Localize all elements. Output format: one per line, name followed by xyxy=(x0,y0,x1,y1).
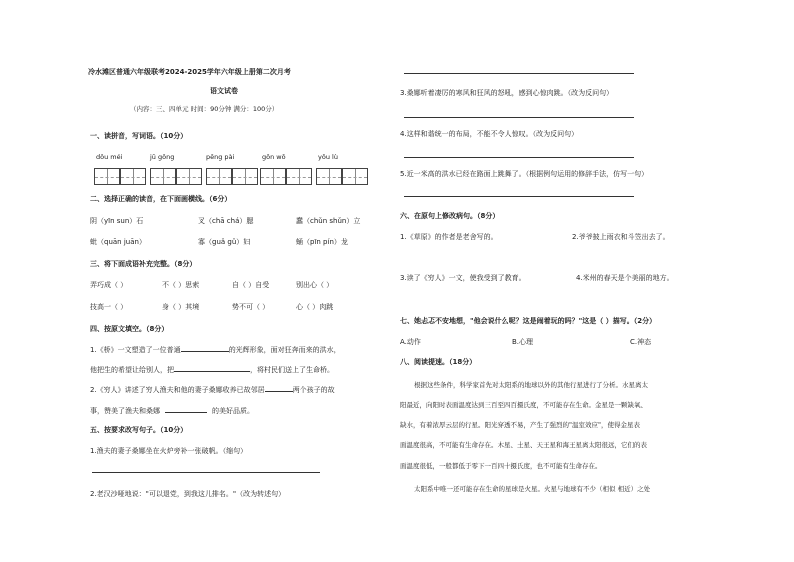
idiom-item[interactable]: 不（ ）思索 xyxy=(162,281,200,289)
idiom-item[interactable]: 别出心（ ） xyxy=(296,281,334,289)
pinyin-2: jū gōng xyxy=(150,153,175,161)
section-3-title: 三、将下面成语补充完整。（8分） xyxy=(90,260,197,268)
fill-line-4 xyxy=(90,405,254,416)
writing-grid[interactable] xyxy=(206,168,232,185)
rewrite-question-5: 5.近一米高的洪水已经在路面上跳舞了。（根据例句运用的修辞手法，仿写一句） xyxy=(400,170,649,178)
section-1-title: 一、读拼音，写词语。（10分） xyxy=(90,132,188,140)
reading-line: 太阳系中唯一还可能存在生命的星球是火星。火星与地球有不少（相似 相近）之处 xyxy=(414,485,651,493)
pronunciation-item[interactable]: 蛹（pīn pín）龙 xyxy=(296,238,348,246)
fill-text: 的美好品质。 xyxy=(212,407,254,415)
reading-line: 缺水，有着浓厚云层的行星。阳光穿透不易，产生了强烈的"温室效应"，使得金星表 xyxy=(400,421,640,429)
idiom-item[interactable]: 自（ ）自受 xyxy=(232,281,270,289)
answer-line[interactable] xyxy=(404,73,634,74)
pronunciation-item[interactable]: 蚍（quān juān） xyxy=(90,238,146,246)
reading-line: 面温度很高，不可能有生命存在。木星、土星、天王星和海王星离太阳很远，它们的表 xyxy=(400,441,647,449)
answer-line[interactable] xyxy=(404,196,634,197)
writing-grid[interactable] xyxy=(286,168,312,185)
pinyin-4: gōn wō xyxy=(262,153,286,161)
fill-text: ，将村民们送上了生命桥。 xyxy=(250,366,334,374)
option-c[interactable]: C.神态 xyxy=(630,338,652,346)
idiom-item[interactable]: 身（ ）其境 xyxy=(162,303,200,311)
sentence-2[interactable]: 2.爷爷披上雨衣和斗笠出去了。 xyxy=(572,233,670,241)
section-2-title: 二、选择正确的读音，在下面画横线。（6分） xyxy=(90,195,232,203)
section-6-title: 六、在原句上修改病句。（8分） xyxy=(400,212,500,220)
option-a[interactable]: A.动作 xyxy=(400,338,421,346)
section-8-title: 八、阅读提速。（18分） xyxy=(400,358,477,366)
section-7-question: 七、她忐忑不安地想，"他会说什么呢？这是闹着玩的吗？"这是（ ）描写。（2分） xyxy=(400,317,657,325)
answer-blank[interactable] xyxy=(181,344,229,352)
rewrite-question-3: 3.桑娜听着凄厉的寒风和狂风的怒吼，感到心惊肉跳。（改为反问句） xyxy=(400,89,614,97)
pronunciation-item[interactable]: 叉（chā chá）腮 xyxy=(198,217,254,225)
answer-line[interactable] xyxy=(404,157,634,158)
fill-line-3 xyxy=(90,384,335,395)
section-4-title: 四、按原文填空。（8分） xyxy=(90,325,169,333)
fill-text: 2.《穷人》讲述了穷人渔夫和他的妻子桑娜收养已故邻居 xyxy=(90,386,265,394)
sentence-1[interactable]: 1.《草原》的作者是老舍写的。 xyxy=(400,233,498,241)
pronunciation-item[interactable]: 蠢（chǔn shǔn）立 xyxy=(296,217,361,225)
reading-line: 面温度很低，一般都低于零下一百四十摄氏度，也不可能有生命存在。 xyxy=(400,462,602,470)
fill-text: 两个孩子的故 xyxy=(292,386,335,394)
idiom-item[interactable]: 技高一（ ） xyxy=(90,303,128,311)
answer-line[interactable] xyxy=(92,472,320,473)
reading-line: 阳最近，向阳时表面温度达到三百至四百摄氏度，不可能存在生命。金星是一颗缺氧、 xyxy=(400,401,647,409)
writing-grid[interactable] xyxy=(94,168,120,185)
fill-text: 的光辉形象，面对狂奔而来的洪水， xyxy=(228,346,341,354)
writing-grid[interactable] xyxy=(260,168,286,185)
pinyin-5: yōu lù xyxy=(318,153,338,161)
answer-blank[interactable] xyxy=(174,364,250,372)
exam-subject: 语文试卷 xyxy=(210,87,238,95)
fill-text: 他把生的希望让给别人，把 xyxy=(90,366,174,374)
fill-line-1 xyxy=(90,344,341,355)
option-b[interactable]: B.心理 xyxy=(512,338,534,346)
writing-grid[interactable] xyxy=(342,168,368,185)
sentence-4[interactable]: 4.米州的春天是个美丽的地方。 xyxy=(576,274,674,282)
rewrite-question-4: 4.这样和谐统一的布局，不能不令人惊叹。（改为反问句） xyxy=(400,130,579,138)
reading-line: 根据这些条件，科学家首先对太阳系的地球以外的其他行星进行了分析。水星离太 xyxy=(414,381,648,389)
idiom-item[interactable]: 弄巧成（ ） xyxy=(90,281,128,289)
writing-grid[interactable] xyxy=(176,168,202,185)
exam-title: 冷水滩区普通六年级联考2024-2025学年六年级上册第二次月考 xyxy=(88,68,291,76)
answer-blank[interactable] xyxy=(265,384,293,392)
rewrite-question-2: 2.老汉沙哑地说："可以退党，到我这儿排名。"（改为转述句） xyxy=(90,490,286,498)
idiom-item[interactable]: 势不可（ ） xyxy=(232,303,270,311)
writing-grid[interactable] xyxy=(232,168,258,185)
pinyin-1: dǒu méi xyxy=(96,153,123,161)
pronunciation-item[interactable]: 阴（yīn sun）石 xyxy=(90,217,144,225)
writing-grid[interactable] xyxy=(150,168,176,185)
pinyin-3: pēng pài xyxy=(206,153,235,161)
fill-line-2 xyxy=(90,364,334,375)
answer-line[interactable] xyxy=(404,117,634,118)
exam-info: （内容：三、四单元 时间：90分钟 满分：100分） xyxy=(130,105,279,113)
answer-blank[interactable] xyxy=(165,405,207,413)
section-5-title: 五、按要求改写句子。（10分） xyxy=(90,426,188,434)
rewrite-question-1: 1.渔夫的妻子桑娜坐在火炉旁补一张破帆。（缩句） xyxy=(90,447,248,455)
idiom-item[interactable]: 心（ ）肉跳 xyxy=(296,303,334,311)
fill-text: 1.《桥》一文塑造了一位普通 xyxy=(90,346,181,354)
writing-grid[interactable] xyxy=(120,168,146,185)
fill-text: 事，赞美了渔夫和桑娜 xyxy=(90,407,160,415)
pronunciation-item[interactable]: 寡（guǎ gǔ）妇 xyxy=(198,238,251,246)
sentence-3[interactable]: 3.读了《穷人》一文，使我受到了教育。 xyxy=(400,274,526,282)
writing-grid[interactable] xyxy=(316,168,342,185)
